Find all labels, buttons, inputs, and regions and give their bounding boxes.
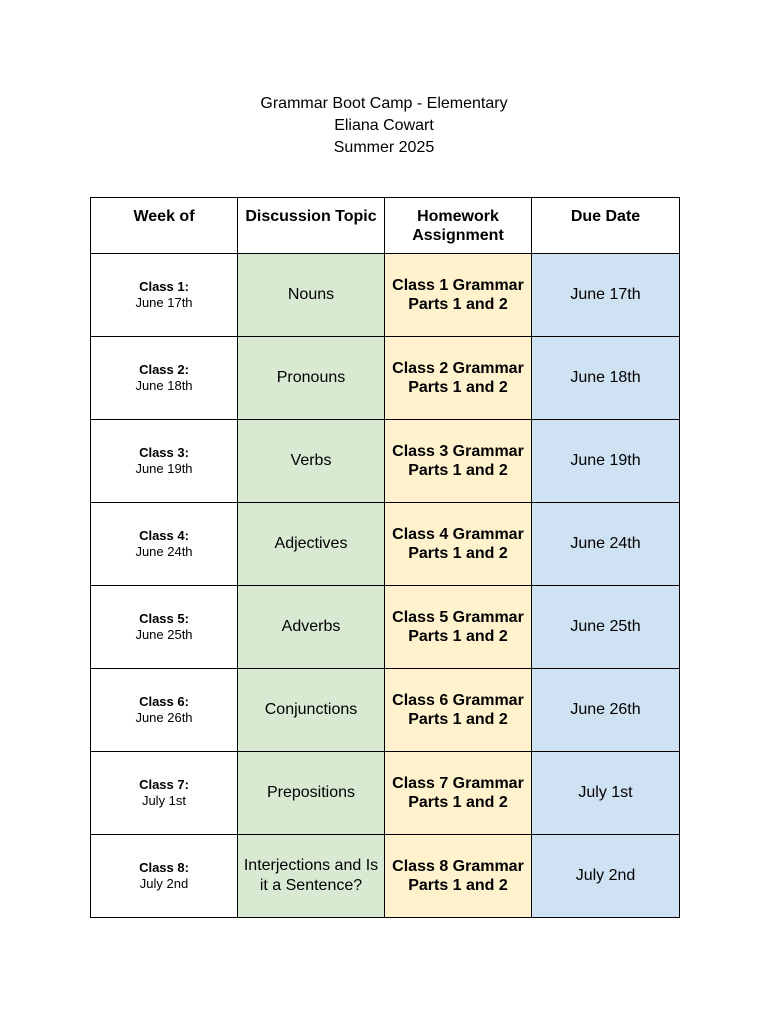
table-row [91,586,680,669]
week-cell [91,254,238,337]
due-date-cell: July 1st [532,752,680,835]
document-header [0,93,768,159]
class-label: Class 6: [139,694,189,709]
topic-cell: Adjectives [238,503,385,586]
schedule-table [90,197,680,918]
class-date: June 25th [135,627,193,642]
document-title: Grammar Boot Camp - Elementary [260,95,508,112]
homework-cell: Class 1 Grammar Parts 1 and 2 [385,254,532,337]
class-label: Class 5: [139,611,189,626]
table-row [91,752,680,835]
column-header-week: Week of [91,198,238,254]
term-label: Summer 2025 [333,139,435,156]
column-header-homework: Homework Assignment [385,198,532,254]
class-date: June 24th [135,544,193,559]
week-cell [91,835,238,918]
class-label: Class 4: [139,528,189,543]
class-date: June 18th [135,378,193,393]
due-date-cell: July 2nd [532,835,680,918]
table-row [91,669,680,752]
class-label: Class 7: [139,777,189,792]
week-cell [91,586,238,669]
class-date: July 1st [141,793,187,808]
homework-cell: Class 4 Grammar Parts 1 and 2 [385,503,532,586]
table-row [91,420,680,503]
table-row [91,835,680,918]
class-label: Class 1: [139,279,189,294]
author-name: Eliana Cowart [334,117,434,134]
due-date-cell: June 19th [532,420,680,503]
week-cell [91,752,238,835]
class-date: June 26th [135,710,193,725]
table-row [91,254,680,337]
topic-cell: Verbs [238,420,385,503]
homework-cell: Class 3 Grammar Parts 1 and 2 [385,420,532,503]
topic-cell: Adverbs [238,586,385,669]
week-cell [91,669,238,752]
class-label: Class 3: [139,445,189,460]
topic-cell: Interjections and Is it a Sentence? [238,835,385,918]
homework-cell: Class 2 Grammar Parts 1 and 2 [385,337,532,420]
due-date-cell: June 18th [532,337,680,420]
class-date: June 19th [135,461,193,476]
week-cell [91,420,238,503]
header-row [91,198,680,254]
week-cell [91,503,238,586]
topic-cell: Prepositions [238,752,385,835]
due-date-cell: June 26th [532,669,680,752]
topic-cell: Conjunctions [238,669,385,752]
column-header-due-date: Due Date [532,198,680,254]
due-date-cell: June 17th [532,254,680,337]
column-header-topic: Discussion Topic [238,198,385,254]
homework-cell: Class 6 Grammar Parts 1 and 2 [385,669,532,752]
homework-cell: Class 5 Grammar Parts 1 and 2 [385,586,532,669]
table-row [91,337,680,420]
homework-cell: Class 7 Grammar Parts 1 and 2 [385,752,532,835]
class-date: July 2nd [139,876,189,891]
due-date-cell: June 24th [532,503,680,586]
topic-cell: Nouns [238,254,385,337]
table-row [91,503,680,586]
week-cell [91,337,238,420]
due-date-cell: June 25th [532,586,680,669]
class-label: Class 2: [139,362,189,377]
homework-cell: Class 8 Grammar Parts 1 and 2 [385,835,532,918]
class-label: Class 8: [139,860,189,875]
class-date: June 17th [135,295,193,310]
topic-cell: Pronouns [238,337,385,420]
